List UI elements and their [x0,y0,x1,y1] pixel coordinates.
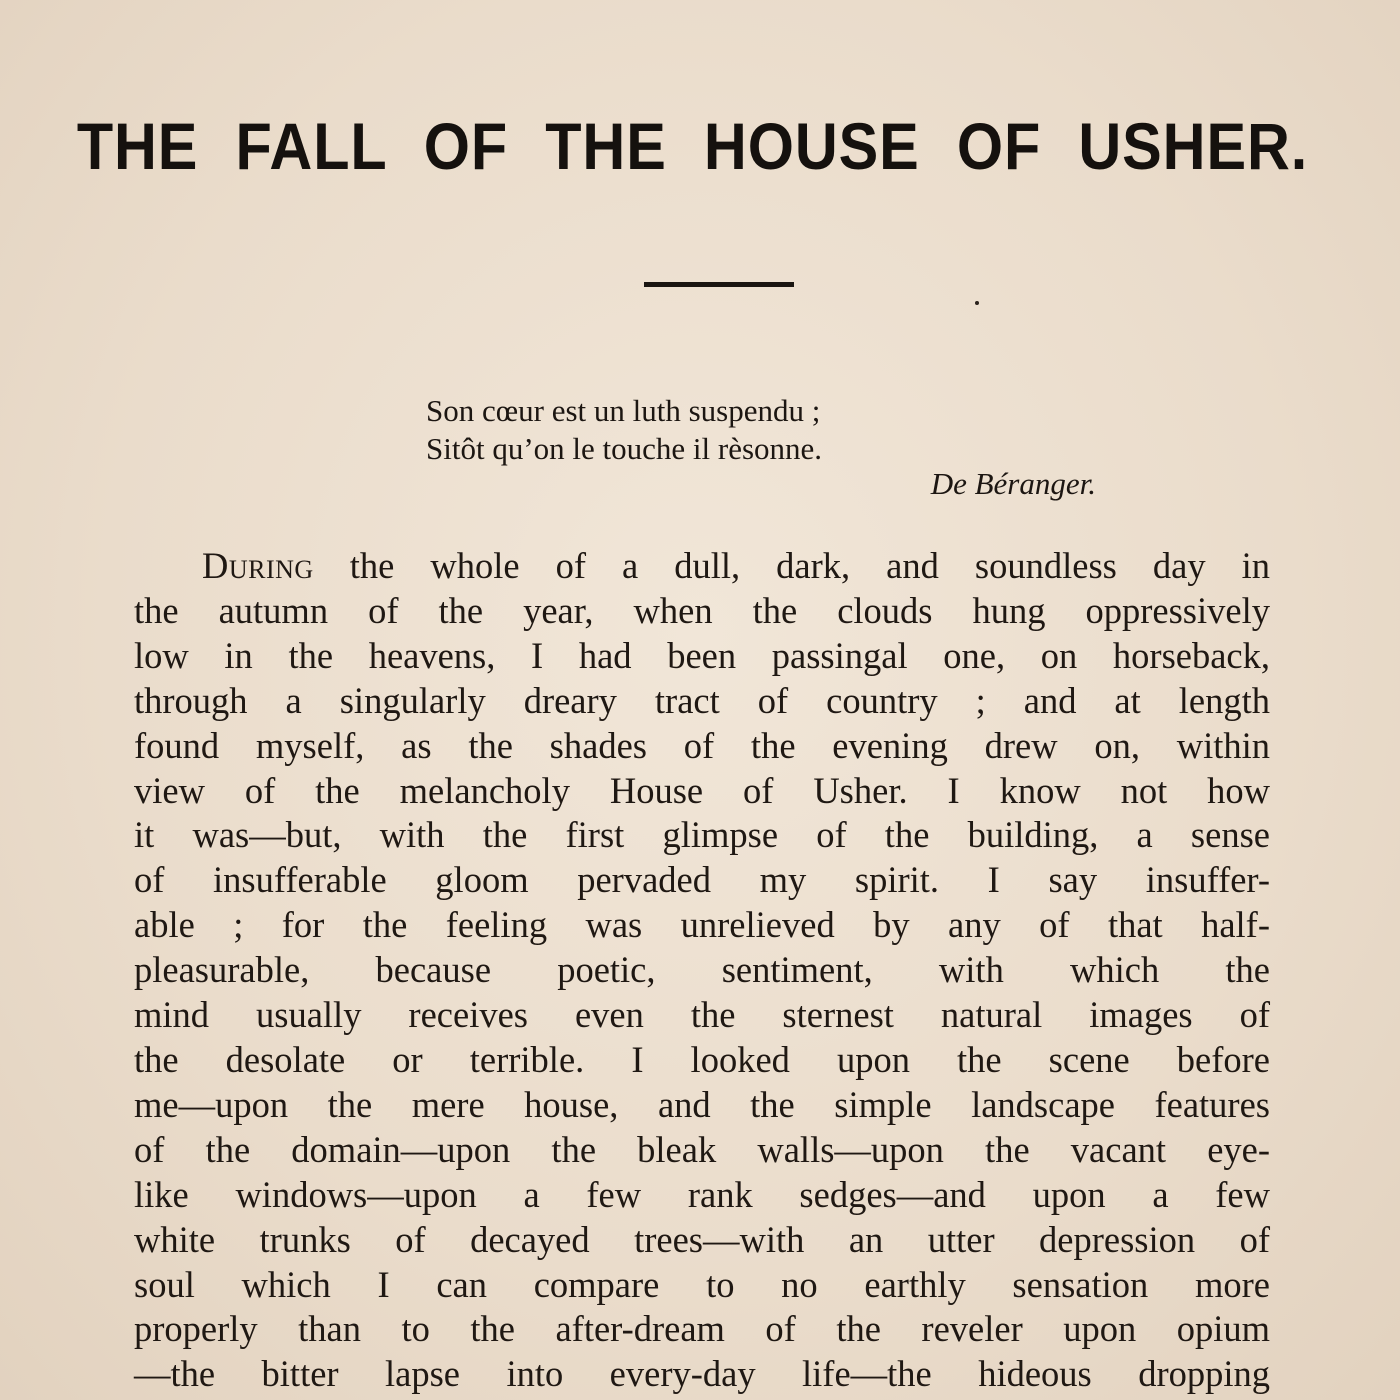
body-line: view of the melancholy House of Usher. I know not how [134,769,1270,811]
body-line: low in the heavens, I had been passingal one, on horseback, [134,634,1270,676]
body-line: soul which I can compare to no earthly sensation more [134,1263,1270,1305]
chapter-title: THE FALL OF THE HOUSE OF USHER. [76,109,1309,183]
body-line: properly than to the after-dream of the reveler upon opium [134,1308,1270,1350]
body-line: found myself, as the shades of the evening drew on, within [134,724,1270,766]
body-line: pleasurable, because poetic, sentiment, with which the [134,949,1270,991]
body-line: of insufferable gloom pervaded my spirit. I say insuffer- [134,859,1270,901]
epigraph-attribution: De Béranger. [930,466,1096,501]
epigraph-line: Sitôt qu’on le touche il rèsonne. [426,431,823,466]
body-line: white trunks of decayed trees—with an utter depression of [134,1218,1270,1260]
body-line: of the domain—upon the bleak walls—upon the vacant eye- [134,1128,1270,1170]
opening-word: During [202,545,314,586]
epigraph [426,392,822,468]
body-line: —the bitter lapse into every-day life—the hideous dropping [134,1353,1270,1395]
body-line: like windows—upon a few rank sedges—and upon a few [134,1173,1270,1215]
body-paragraph [134,544,1270,1397]
title-rule [644,282,794,287]
body-line: able ; for the feeling was unrelieved by any of that half- [134,904,1270,946]
body-line: the autumn of the year, when the clouds hung oppressively [134,589,1270,631]
body-line: me—upon the mere house, and the simple landscape features [134,1083,1270,1125]
ink-speck [975,301,979,305]
epigraph-line: Son cœur est un luth suspendu ; [426,393,821,428]
body-line: the desolate or terrible. I looked upon the scene before [134,1038,1270,1080]
body-line: it was—but, with the first glimpse of the building, a sense [134,814,1270,856]
body-line: mind usually receives even the sternest natural images of [134,994,1270,1036]
first-line-rest: the whole of a dull, dark, and soundless day in [313,545,1270,586]
body-line-first [134,544,1270,589]
body-line: through a singularly dreary tract of country ; and at length [134,679,1270,721]
